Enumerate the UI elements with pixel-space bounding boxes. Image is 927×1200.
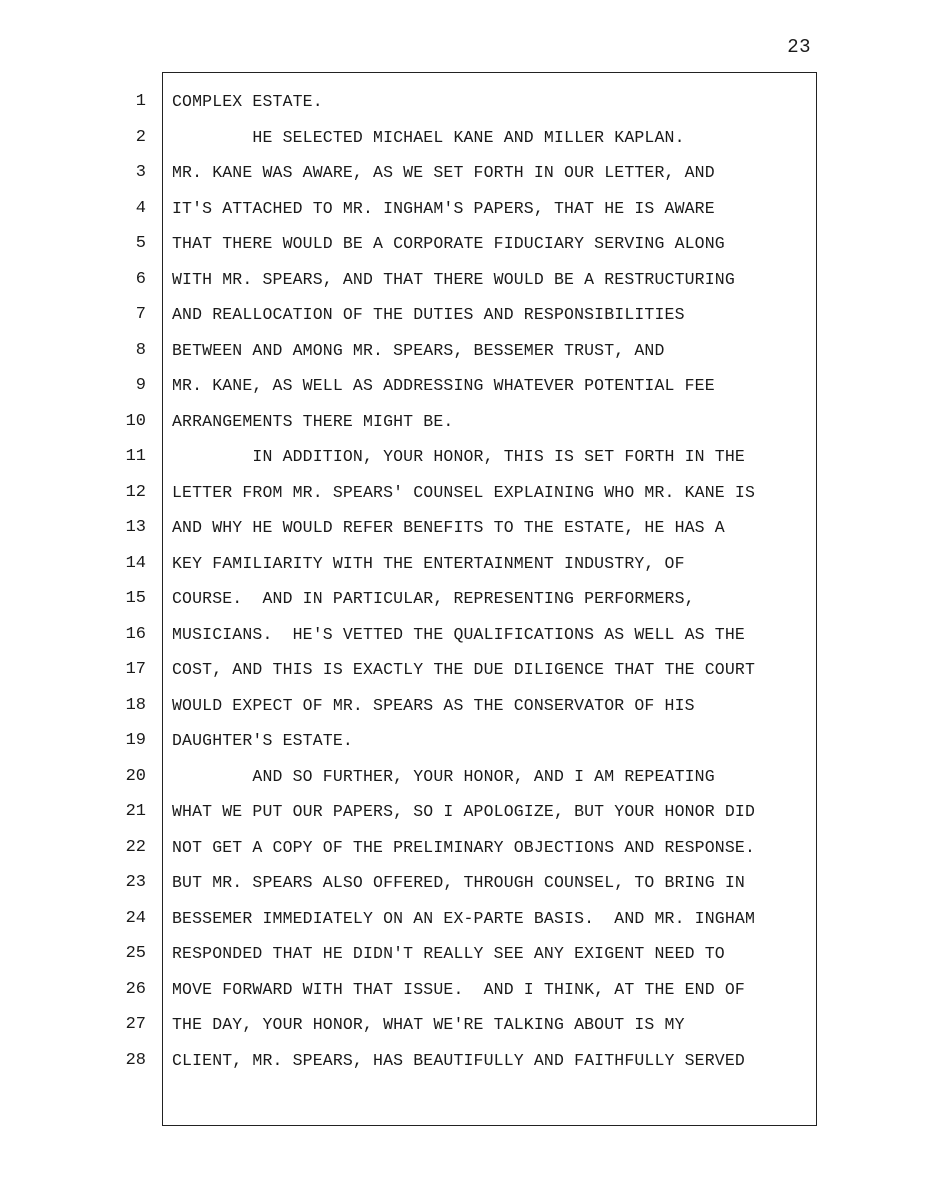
line-number: 20 — [125, 766, 146, 786]
line-number: 1 — [135, 92, 146, 111]
line-number: 13 — [125, 518, 146, 537]
line-number: 22 — [125, 837, 146, 857]
line-number: 10 — [125, 411, 146, 431]
line-number: 21 — [125, 802, 146, 821]
transcript-line: BUT MR. SPEARS ALSO OFFERED, THROUGH COUNSEL, TO BRING IN — [172, 873, 745, 892]
line-number: 2 — [135, 127, 146, 147]
line-number-column — [100, 84, 146, 1078]
transcript-line: THAT THERE WOULD BE A CORPORATE FIDUCIARY SERVING ALONG — [172, 234, 725, 253]
transcript-line: KEY FAMILIARITY WITH THE ENTERTAINMENT INDUSTRY, OF — [172, 553, 685, 573]
transcript-line: LETTER FROM MR. SPEARS' COUNSEL EXPLAINING WHO MR. KANE IS — [172, 482, 755, 502]
line-number: 18 — [125, 695, 146, 715]
transcript-line: MR. KANE WAS AWARE, AS WE SET FORTH IN OUR LETTER, AND — [172, 163, 715, 182]
transcript-line: COURSE. AND IN PARTICULAR, REPRESENTING PERFORMERS, — [172, 589, 695, 608]
line-number: 28 — [125, 1050, 146, 1070]
line-number: 7 — [135, 305, 146, 324]
page-number: 23 — [787, 36, 811, 58]
line-number: 14 — [125, 553, 146, 573]
transcript-line: IN ADDITION, YOUR HONOR, THIS IS SET FORTH IN THE — [172, 447, 745, 466]
transcript-line: MR. KANE, AS WELL AS ADDRESSING WHATEVER POTENTIAL FEE — [172, 376, 715, 395]
transcript-line: HE SELECTED MICHAEL KANE AND MILLER KAPLAN. — [172, 127, 685, 147]
line-number: 3 — [135, 163, 146, 182]
transcript-line: NOT GET A COPY OF THE PRELIMINARY OBJECTIONS AND RESPONSE. — [172, 837, 755, 857]
line-number: 6 — [135, 269, 146, 289]
transcript-line: WHAT WE PUT OUR PAPERS, SO I APOLOGIZE, BUT YOUR HONOR DID — [172, 802, 755, 821]
line-number: 17 — [125, 660, 146, 679]
transcript-line: MOVE FORWARD WITH THAT ISSUE. AND I THINK, AT THE END OF — [172, 979, 745, 999]
line-number: 4 — [135, 198, 146, 218]
transcript-line: RESPONDED THAT HE DIDN'T REALLY SEE ANY EXIGENT NEED TO — [172, 944, 725, 963]
line-number: 26 — [125, 979, 146, 999]
line-number: 8 — [135, 340, 146, 360]
transcript-line: COST, AND THIS IS EXACTLY THE DUE DILIGENCE THAT THE COURT — [172, 660, 755, 679]
transcript-line: AND REALLOCATION OF THE DUTIES AND RESPONSIBILITIES — [172, 305, 685, 324]
transcript-line: IT'S ATTACHED TO MR. INGHAM'S PAPERS, THAT HE IS AWARE — [172, 198, 715, 218]
line-number: 15 — [125, 589, 146, 608]
line-number: 19 — [125, 731, 146, 750]
transcript-line: ARRANGEMENTS THERE MIGHT BE. — [172, 411, 454, 431]
line-number: 24 — [125, 908, 146, 928]
transcript-text — [172, 84, 812, 1078]
transcript-line: CLIENT, MR. SPEARS, HAS BEAUTIFULLY AND FAITHFULLY SERVED — [172, 1050, 745, 1070]
transcript-line: DAUGHTER'S ESTATE. — [172, 731, 353, 750]
line-number: 16 — [125, 624, 146, 644]
line-number: 23 — [125, 873, 146, 892]
transcript-line: BESSEMER IMMEDIATELY ON AN EX-PARTE BASIS. AND MR. INGHAM — [172, 908, 755, 928]
transcript-line: WITH MR. SPEARS, AND THAT THERE WOULD BE A RESTRUCTURING — [172, 269, 735, 289]
line-number: 5 — [135, 234, 146, 253]
transcript-line: WOULD EXPECT OF MR. SPEARS AS THE CONSERVATOR OF HIS — [172, 695, 695, 715]
transcript-line: BETWEEN AND AMONG MR. SPEARS, BESSEMER TRUST, AND — [172, 340, 665, 360]
transcript-line: COMPLEX ESTATE. — [172, 92, 323, 111]
line-number: 25 — [125, 944, 146, 963]
line-number: 11 — [125, 447, 146, 466]
line-number: 12 — [125, 482, 146, 502]
transcript-line: THE DAY, YOUR HONOR, WHAT WE'RE TALKING ABOUT IS MY — [172, 1015, 685, 1034]
line-number: 9 — [135, 376, 146, 395]
transcript-line: AND SO FURTHER, YOUR HONOR, AND I AM REPEATING — [172, 766, 715, 786]
transcript-line: AND WHY HE WOULD REFER BENEFITS TO THE ESTATE, HE HAS A — [172, 518, 725, 537]
line-number: 27 — [125, 1015, 146, 1034]
transcript-line: MUSICIANS. HE'S VETTED THE QUALIFICATIONS AS WELL AS THE — [172, 624, 745, 644]
